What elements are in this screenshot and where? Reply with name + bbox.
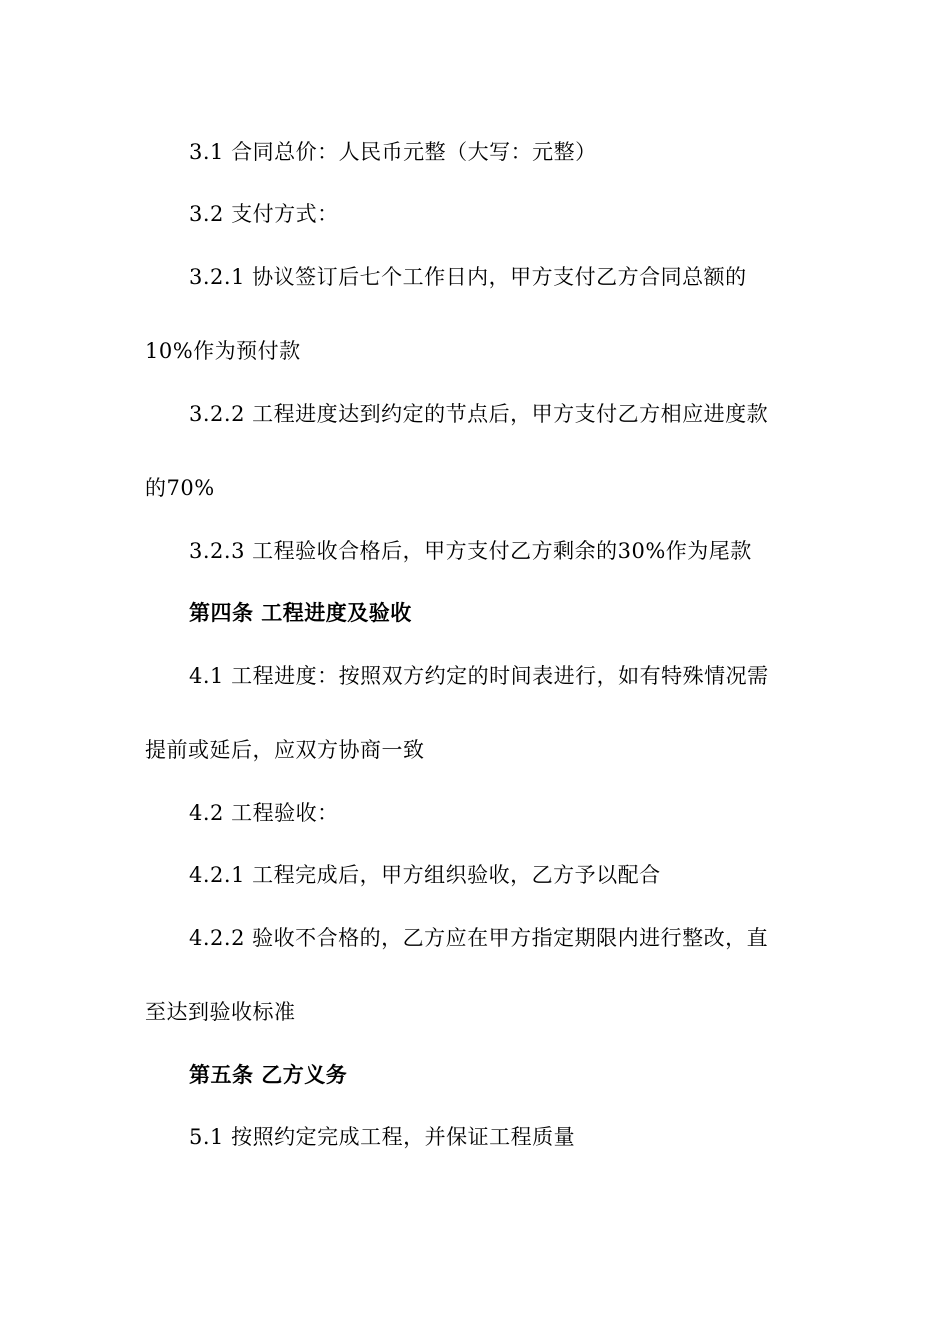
- clause-4-2-acceptance: 4.2 工程验收：: [189, 801, 339, 825]
- clause-4-1-continuation: 提前或延后，应双方协商一致: [145, 738, 425, 762]
- article-4-heading: 第四条 工程进度及验收: [189, 600, 412, 625]
- clause-4-2-2-continuation: 至达到验收标准: [145, 1000, 296, 1024]
- clause-4-2-2-rectification: 4.2.2 验收不合格的，乙方应在甲方指定期限内进行整改，直: [189, 926, 769, 950]
- clause-5-1-obligation: 5.1 按照约定完成工程，并保证工程质量: [189, 1125, 576, 1149]
- article-5-heading: 第五条 乙方义务: [189, 1062, 348, 1087]
- clause-3-2-2-continuation: 的70%: [145, 476, 215, 500]
- clause-3-2-1-continuation: 10%作为预付款: [145, 339, 301, 363]
- clause-3-2-2-progress-payment: 3.2.2 工程进度达到约定的节点后，甲方支付乙方相应进度款: [189, 402, 769, 426]
- clause-3-2-1-advance-payment: 3.2.1 协议签订后七个工作日内，甲方支付乙方合同总额的: [189, 265, 747, 289]
- clause-4-1-schedule: 4.1 工程进度：按照双方约定的时间表进行，如有特殊情况需: [189, 664, 769, 688]
- clause-3-2-payment-method: 3.2 支付方式：: [189, 202, 339, 226]
- clause-3-1-total-price: 3.1 合同总价：人民币元整（大写：元整）: [189, 140, 597, 164]
- clause-3-2-3-final-payment: 3.2.3 工程验收合格后，甲方支付乙方剩余的30%作为尾款: [189, 539, 752, 563]
- clause-4-2-1-inspection: 4.2.1 工程完成后，甲方组织验收，乙方予以配合: [189, 863, 661, 887]
